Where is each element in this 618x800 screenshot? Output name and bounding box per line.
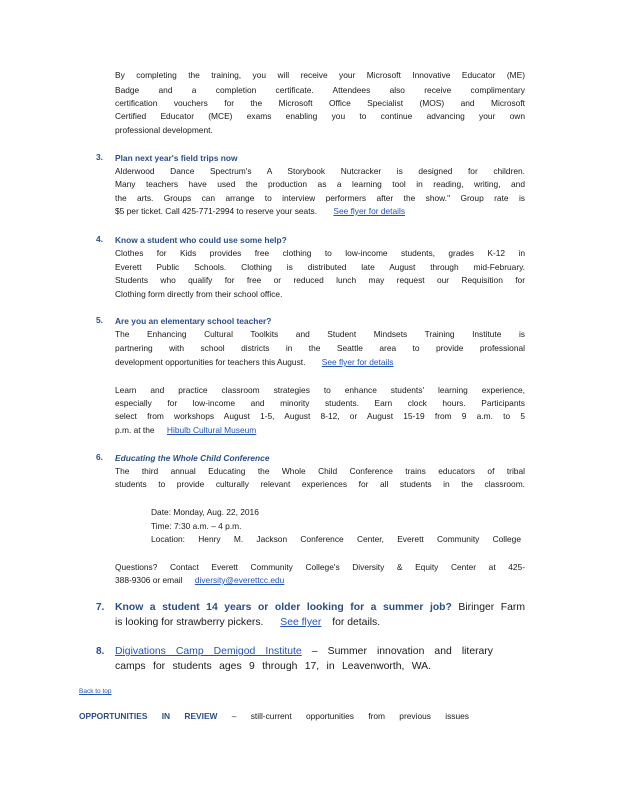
item-text: Biringer Farm: [458, 602, 525, 613]
intro-line: professional development.: [115, 125, 213, 135]
opportunities-heading: OPPORTUNITIES IN REVIEW: [79, 711, 218, 721]
flyer-link[interactable]: See flyer: [280, 617, 322, 628]
item-number: 7.: [96, 602, 105, 613]
camp-link[interactable]: Digivations Camp Demigod Institute: [115, 646, 302, 657]
opportunities-line: [79, 711, 469, 721]
item-text: development opportunities for teachers this August.: [115, 357, 306, 367]
item-line: Students who qualify for free or reduced lunch may request our Requisition for: [115, 275, 525, 285]
intro-line: By completing the training, you will receive your Microsoft Innovative Educator (ME): [115, 70, 525, 80]
item-line: the arts. Groups can arrange to interview performers after the show." Group rate is: [115, 193, 525, 203]
back-to-top-link[interactable]: Back to top: [79, 688, 112, 695]
item-heading: Know a student 14 years or older looking for a summer job?: [115, 602, 452, 613]
item-text: p.m. at the: [115, 425, 155, 435]
item-heading: Are you an elementary school teacher?: [115, 316, 272, 326]
item-line: Clothes for Kids provides free clothing to low-income students, grades K-12 in: [115, 248, 525, 258]
item-line: students to provide culturally relevant experiences for all students in the classroom.: [115, 479, 525, 489]
item-text: 388-9306 or email: [115, 575, 183, 585]
item-line: Questions? Contact Everett Community College's Diversity & Equity Center at 425-: [115, 562, 525, 572]
item-line: [115, 615, 380, 630]
item-line: [115, 205, 405, 218]
item-number: 6.: [96, 452, 103, 462]
item-heading: Plan next year's field trips now: [115, 153, 238, 163]
item-heading: Know a student who could use some help?: [115, 235, 287, 245]
item-line: [115, 644, 493, 659]
item-line: Everett Public Schools. Clothing is distributed late August through mid-February.: [115, 262, 525, 272]
item-line: camps for students ages 9 through 17, in Leavenworth, WA.: [115, 661, 431, 672]
item-number: 4.: [96, 234, 103, 244]
intro-line: Certified Educator (MCE) exams enabling you to continue advancing your own: [115, 111, 525, 121]
item-number: 5.: [96, 315, 103, 325]
item-line: [115, 574, 284, 587]
item-line: Learn and practice classroom strategies to enhance students' learning experience,: [115, 385, 525, 395]
item-line: especially for low-income and minority students. Earn clock hours. Participants: [115, 398, 525, 408]
event-date: Date: Monday, Aug. 22, 2016: [151, 507, 259, 517]
item-text: is looking for strawberry pickers.: [115, 617, 264, 628]
item-line: partnering with school districts in the Seattle area to provide professional: [115, 343, 525, 353]
email-link[interactable]: diversity@everettcc.edu: [194, 575, 285, 585]
intro-line: certification vouchers for the Microsoft Office Specialist (MOS) and Microsoft: [115, 98, 525, 108]
event-time: Time: 7:30 a.m. – 4 p.m.: [151, 521, 242, 531]
item-line: [115, 600, 525, 615]
item-number: 8.: [96, 646, 105, 657]
item-line: select from workshops August 1-5, August 8-12, or August 15-19 from 9 a.m. to 5: [115, 411, 525, 421]
item-text: – Summer innovation and literary: [311, 646, 493, 657]
item-text: for details.: [332, 617, 381, 628]
flyer-link[interactable]: See flyer for details: [321, 357, 394, 367]
item-line: Many teachers have used the production as a learning tool in reading, writing, and: [115, 179, 525, 189]
item-line: [115, 356, 393, 369]
item-line: The Enhancing Cultural Toolkits and Student Mindsets Training Institute is: [115, 329, 525, 339]
event-location: Location: Henry M. Jackson Conference Center, Everett Community College: [151, 534, 521, 544]
opportunities-text: – still-current opportunities from previous issues: [231, 711, 469, 721]
item-heading: Educating the Whole Child Conference: [115, 453, 270, 463]
flyer-link[interactable]: See flyer for details: [333, 206, 406, 216]
item-line: The third annual Educating the Whole Child Conference trains educators of tribal: [115, 466, 525, 476]
item-line: [115, 424, 256, 437]
item-line: Alderwood Dance Spectrum's A Storybook Nutcracker is designed for children.: [115, 166, 525, 176]
museum-link[interactable]: Hibulb Cultural Museum: [166, 425, 257, 435]
item-number: 3.: [96, 152, 103, 162]
item-text: $5 per ticket. Call 425-771-2994 to reserve your seats.: [115, 206, 318, 216]
intro-line: Badge and a completion certificate. Attendees also receive complimentary: [115, 85, 525, 95]
item-line: Clothing form directly from their school office.: [115, 289, 283, 299]
